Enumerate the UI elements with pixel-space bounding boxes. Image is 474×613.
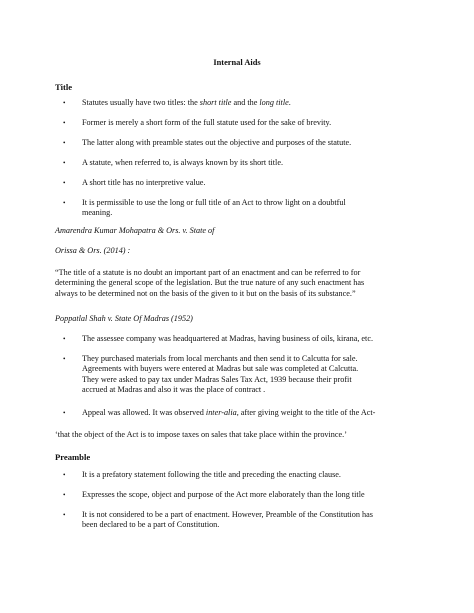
list-item-text: A short title has no interpretive value.: [82, 178, 206, 187]
bullet-icon: •: [63, 355, 66, 363]
bullet-icon: •: [63, 99, 66, 107]
quote-paragraph: [55, 268, 425, 299]
bullet-icon: •: [63, 159, 66, 167]
text-run: , after giving weight to the title of the Act-: [236, 408, 376, 417]
text-line: They were asked to pay tax under Madras Sales Tax Act, 1939 because their profit: [82, 374, 352, 384]
text-line: It is not considered to be a part of enactment. However, Preamble of the Constitution has: [82, 510, 373, 519]
case-citation: Orissa & Ors. (2014) :: [55, 246, 131, 255]
bullet-icon: •: [63, 179, 66, 187]
list-item: [63, 408, 433, 418]
list-item: [63, 470, 433, 480]
text-run: Appeal was allowed. It was observed: [82, 408, 206, 417]
list-item-text: [82, 98, 433, 108]
text-line: always to be determined not on the basis of the given to it but on the basis of its substance.”: [55, 288, 356, 298]
bullet-icon: •: [63, 471, 66, 479]
case-citation: Amarendra Kumar Mohapatra & Ors. v. State of: [55, 226, 215, 235]
text-line: been declared to be a part of Constitution.: [82, 520, 220, 530]
bullet-icon: •: [63, 139, 66, 147]
list-item: [63, 98, 433, 108]
list-item-text: [82, 510, 433, 531]
emphasis-text: inter-alia: [205, 408, 237, 417]
bullet-icon: •: [63, 199, 66, 207]
bullet-icon: •: [63, 335, 66, 343]
list-item: [63, 178, 433, 188]
list-item: [63, 490, 433, 500]
list-item: [63, 158, 433, 168]
text-line: “The title of a statute is no doubt an important part of an enactment and can be referred to for: [55, 268, 361, 277]
emphasis-text: long title: [259, 98, 289, 107]
list-item-text: A statute, when referred to, is always known by its short title.: [82, 158, 284, 167]
text-run: Statutes usually have two titles: the: [82, 98, 200, 107]
list-item-text: [82, 408, 433, 418]
bullet-icon: •: [63, 511, 66, 519]
text-line: It is permissible to use the long or full title of an Act to throw light on a doubtful: [82, 198, 346, 207]
list-item: [63, 354, 433, 396]
bullet-icon: •: [63, 409, 66, 417]
list-item-text: [82, 198, 433, 219]
list-item-text: Former is merely a short form of the full statute used for the sake of brevity.: [82, 118, 332, 127]
document-title: Internal Aids: [213, 58, 261, 67]
list-item-text: The latter along with preamble states out the objective and purposes of the statute.: [82, 138, 352, 147]
text-line: meaning.: [82, 208, 113, 218]
list-item: [63, 118, 433, 128]
bullet-icon: •: [63, 491, 66, 499]
text-run: and the: [231, 98, 260, 107]
emphasis-text: short title: [199, 98, 232, 107]
text-line: They purchased materials from local merchants and then send it to Calcutta for sale.: [82, 354, 358, 363]
case-citation: Poppatlal Shah v. State Of Madras (1952): [55, 314, 193, 323]
list-item-text: It is a prefatory statement following the title and preceding the enacting clause.: [82, 470, 341, 479]
bullet-icon: •: [63, 119, 66, 127]
section-heading-preamble: Preamble: [55, 452, 91, 462]
list-item-text: The assessee company was headquartered at Madras, having business of oils, kirana, etc.: [82, 334, 374, 343]
quote-paragraph: ‘that the object of the Act is to impose taxes on sales that take place within the province.’: [55, 430, 347, 439]
list-item-text: Expresses the scope, object and purpose of the Act more elaborately than the long title: [82, 490, 365, 499]
list-item: [63, 510, 433, 531]
text-line: Agreements with buyers were entered at Madras but sale was completed at Calcutta.: [82, 364, 359, 374]
list-item-text: [82, 354, 433, 396]
text-line: accrued at Madras and also it was the place of contract .: [82, 385, 266, 395]
list-item: [63, 334, 433, 344]
text-run: .: [288, 98, 291, 107]
section-heading-title: Title: [55, 82, 73, 92]
list-item: [63, 198, 433, 219]
list-item: [63, 138, 433, 148]
text-line: determining the general scope of the legislation. But the true nature of any such enactment has: [55, 278, 365, 288]
